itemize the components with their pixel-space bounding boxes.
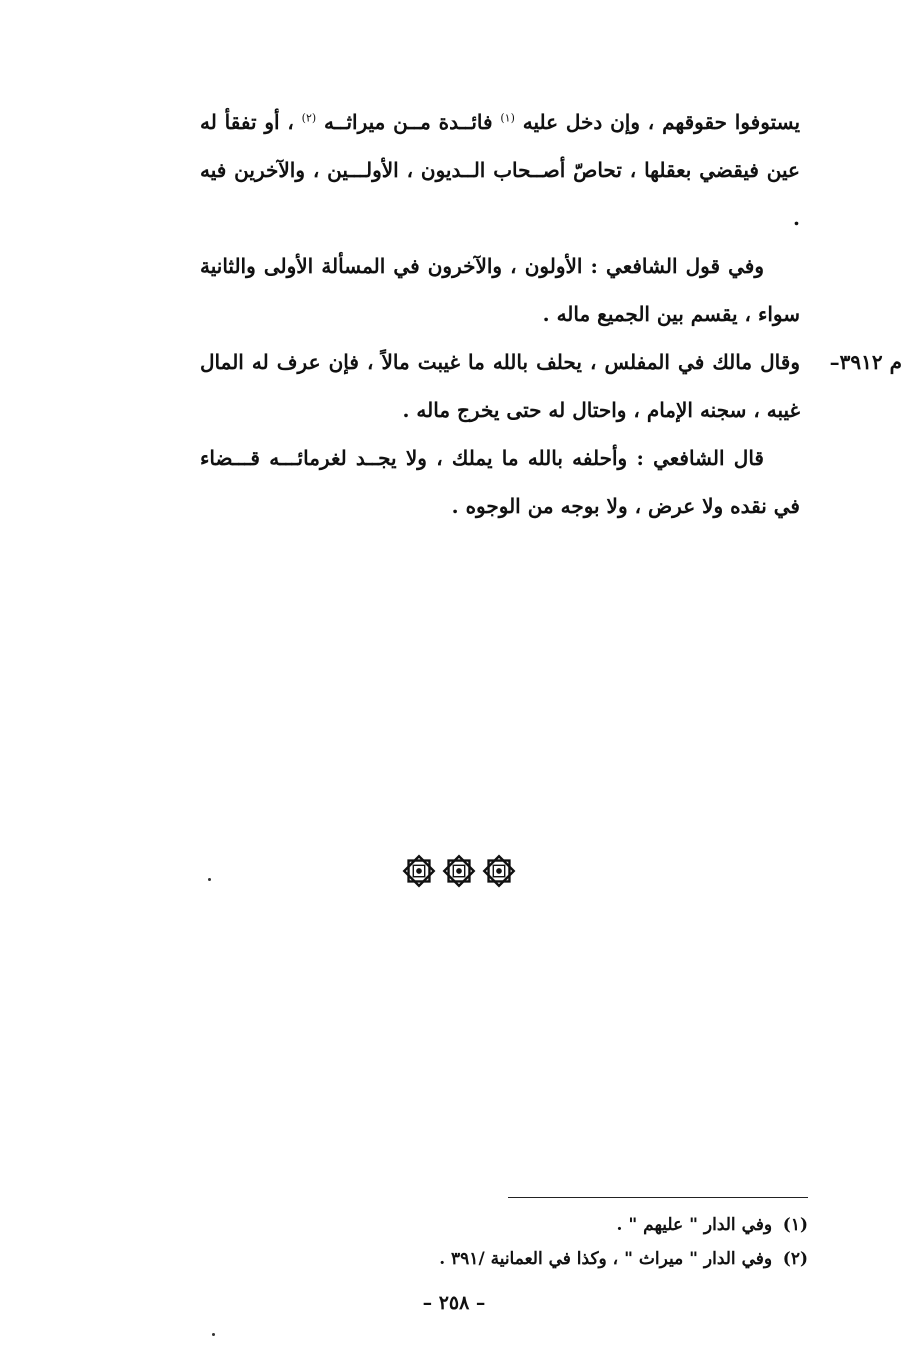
- page-number: – ٢٥٨ –: [422, 1292, 486, 1314]
- footnotes: [328, 1208, 808, 1276]
- entry-number: م ٣٩١٢–: [829, 350, 902, 374]
- footnote-number: (١): [782, 1215, 808, 1235]
- eight-point-star-ornament-icon: [440, 852, 478, 890]
- footnote-text: وفي الدار " ميراث " ، وكذا في العمانية /٣٩١ .: [439, 1249, 773, 1269]
- footnote-text: وفي الدار " عليهم " .: [616, 1215, 773, 1235]
- paragraph-1-part-2: فائــدة مــن ميراثــه: [324, 110, 501, 134]
- paragraph-1-part-1: يستوفوا حقوقهم ، وإن دخل عليه: [522, 110, 801, 134]
- paragraph-2: وفي قول الشافعي : الأولون ، والآخرون في المسألة الأولى والثانية سواء ، يقسم بين الجميع ماله .: [200, 254, 800, 326]
- scan-speck: [212, 1333, 215, 1336]
- footnote-1: [328, 1208, 808, 1242]
- paragraph-3: قال الشافعي : وأحلفه بالله ما يملك ، ولا يجــد لغرمائـــه قـــضاء في نقده ولا عرض ، ولا بوجه من الوجوه .: [200, 446, 800, 518]
- eight-point-star-ornament-icon: [400, 852, 438, 890]
- scan-speck: [208, 878, 211, 881]
- paragraph-1: [200, 98, 800, 242]
- entry-3912: [200, 338, 902, 434]
- footnote-number: (٢): [782, 1249, 808, 1269]
- footnote-divider: [508, 1197, 808, 1198]
- section-ornament: [396, 852, 518, 894]
- footnote-2: [328, 1242, 808, 1276]
- paragraph-1-part-3: ، أو تفقأ له عين فيقضي بعقلها ، تحاصّ أصــحاب الــديون ، الأولـــين ، والآخرين فيه .: [200, 110, 800, 230]
- eight-point-star-ornament-icon: [480, 852, 518, 890]
- main-text: [200, 98, 902, 530]
- footnote-ref-2[interactable]: (٢): [301, 111, 317, 125]
- entry-text: وقال مالك في المفلس ، يحلف بالله ما غيبت مالاً ، فإن عرف له المال غيبه ، سجنه الإمام ، واحتال له حتى يخرج ماله .: [200, 350, 800, 422]
- footnote-ref-1[interactable]: (١): [500, 111, 515, 125]
